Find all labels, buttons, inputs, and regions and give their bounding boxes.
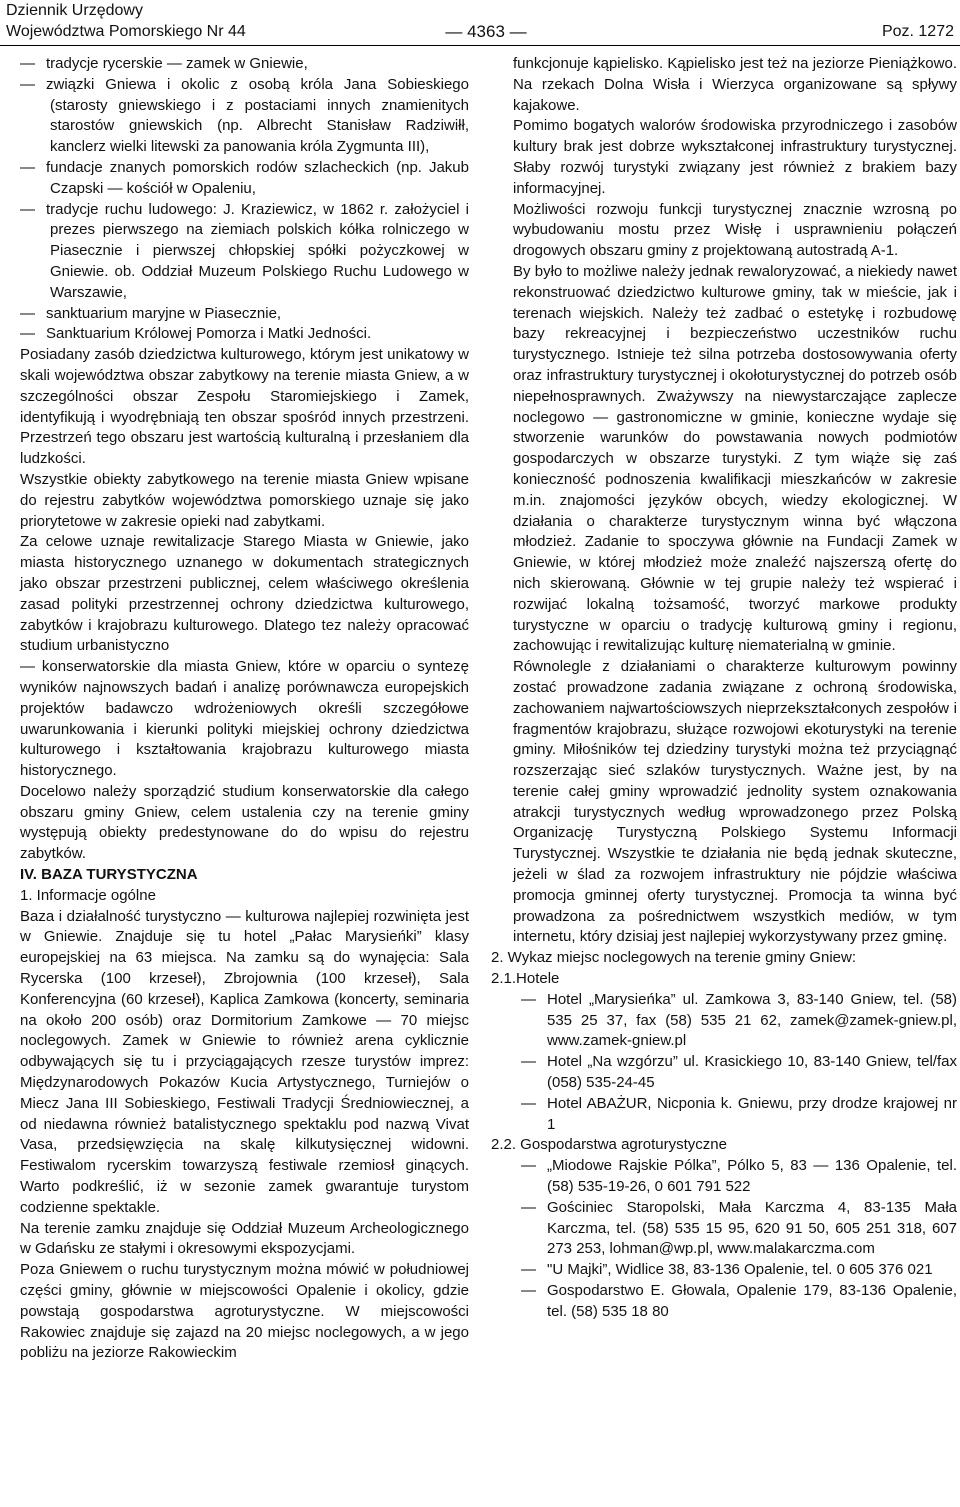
paragraph: Możliwości rozwoju funkcji turystycznej znacznie wzrosną po wybudowaniu mostu przez Wisłę i usprawnieniu połączeń drogowych obszaru gminy z projektowaną autostradą A-1.	[513, 200, 957, 260]
header-rule	[0, 45, 960, 46]
list-item: — sanktuarium maryjne w Piasecznie,	[20, 304, 282, 322]
list-item: — związki Gniewa i okolic z osobą króla Jana Sobieskiego (starosty gniewskiego i z postaciami innych znamienitych starostów gniewskich (np. Albrecht Stanisław Radziwiłł, kanclerz wielki litewski za panowania króla Zygmunta III),	[20, 75, 469, 156]
paragraph: Za celowe uznaje rewitalizacje Starego Miasta w Gniewie, jako miasta historycznego uznanego w dokumentach strategicznych jako obszar przestrzeni publicznej, celem właściwego określenia zasad polityki przestrzennej ochrony dziedzictwa kulturowego, zabytków i krajobrazu kulturowego. Dlatego tez należy opracować studium urbanistyczno	[20, 533, 469, 655]
list-item: — Gościniec Staropolski, Mała Karczma 4, 83-135 Mała Karczma, tel. (58) 535 15 95, 620 91 50, 605 251 318, 607 273 253, lohman@wp.pl, www.malakarczma.com	[521, 1198, 957, 1258]
paragraph: By było to możliwe należy jednak rewaloryzować, a niekiedy nawet rekonstruować dziedzictwo kulturowe gminy, tak w mieście, jak i terenach wiejskich. Należy też zadbać o estetykę i rozbudowę bazy rekreacyjnej i bezpieczeństwo uczestników ruchu turystycznego. Istnieje też silna potrzeba dostosowywania oferty oraz infrastruktury turystycznej i okołoturystycznej do potrzeb osób niepełnosprawnych. Zważywszy na niewystarczające zaplecze noclegowo — gastronomiczne w gminie, konieczne wydaje się stworzenie warunków do powstawania nowych podmiotów gospodarczych w obszarze turystyki. Z tym wiąże się zaś konieczność podnoszenia kwalifikacji mieszkańców w zakresie m.in. znajomości języków obcych, wiedzy ekologicznej. W działania o charakterze turystycznym winna być włączona młodzież. Zadanie to spoczywa głównie na Fundacji Zamek w Gniewie, w której młodzież może znaleźć najszerszą ofertę do nich skierowaną. Głównie w tej grupie należy też wspierać i rozwijać lokalną tożsamość, tworzyć markowe produkty turystyczne w oparciu o tradycję kulturową gminy i regionu, zachowując i rewitalizując kulturę niematerialną w gminie.	[513, 262, 957, 655]
list-item: — tradycje rycerskie — zamek w Gniewie,	[20, 55, 308, 72]
paragraph: Na terenie zamku znajduje się Oddział Muzeum Archeologicznego w Gdańsku ze stałymi i okresowymi ekspozycjami.	[20, 1219, 469, 1258]
paragraph: Poza Gniewem o ruchu turystycznym można mówić w południowej części gminy, głównie w miejscowości Opalenie i okolicy, gdzie powstają gospodarstwa agroturystyczne. W miejscowości Rakowiec znajduje się zajazd na 20 miejsc noclegowych, a w jego pobliżu na jeziorze Rakowieckim	[20, 1261, 469, 1362]
journal-issue: Województwa Pomorskiego Nr 44	[6, 23, 246, 40]
paragraph: Równolegle z działaniami o charakterze kulturowym powinny zostać prowadzone zadania związane z ochroną środowiska, zachowaniem najwartościowszych nieprzekształconych zespołów i fragmentów krajobrazu, służące rozwojowi ekoturystyki na terenie gminy. Miłośników tej dziedziny turystyki można też przyciągnąć rozszerzając sieć szlaków turystycznych. Ważne jest, by na terenie całej gminy wprowadzić jednolity system oznakowania atrakcji turystycznych według wprowadzonego przez Polską Organizację Turystyczną Polskiego Systemu Informacji Turystycznej. Wszystkie te działania nie będą jednak skuteczne, jeżeli w ślad za rozwojem infrastruktury nie pójdzie właściwa promocja gminnej oferty turystycznej. Promocja ta winna być prowadzona za pośrednictwem wszystkich mediów, w tym internetu, który dzisiaj jest najlepiej wykorzystywany przez gminę.	[513, 658, 957, 946]
subsection-heading: 1. Informacje ogólne	[20, 886, 156, 904]
paragraph: Pomimo bogatych walorów środowiska przyrodniczego i zasobów kultury brak jest dobrze wykształconej infrastruktury turystycznej. Słaby rozwój turystyki związany jest również z brakiem bazy informacyjnej.	[513, 117, 957, 197]
paragraph: Docelowo należy sporządzić studium konserwatorskie dla całego obszaru gminy Gniew, celem ustalenia czy na terenie gminy występują obiekty predestynowane do do wpisu do rejestru zabytków.	[20, 782, 469, 863]
page-header	[0, 0, 960, 48]
position-number: Poz. 1272	[881, 23, 954, 40]
list-item: — Hotel ABAŻUR, Nicponia k. Gniewu, przy drodze krajowej nr 1	[521, 1094, 957, 1133]
list-item: — fundacje znanych pomorskich rodów szlacheckich (np. Jakub Czapski — kościół w Opaleniu,	[20, 158, 469, 197]
left-column	[20, 54, 469, 1364]
paragraph: funkcjonuje kąpielisko. Kąpielisko jest też na jeziorze Pieniążkowo. Na rzekach Dolna Wisła i Wierzyca organizowane są spływy kajakowe.	[513, 55, 957, 114]
list-item: — "U Majki”, Widlice 38, 83-136 Opalenie, tel. 0 605 376 021	[521, 1261, 933, 1279]
list-item: — Gospodarstwo E. Głowala, Opalenie 179, 83-136 Opalenie, tel. (58) 535 18 80	[521, 1282, 957, 1320]
journal-title: Dziennik Urzędowy	[6, 2, 143, 19]
paragraph: Wszystkie obiekty zabytkowego na terenie miasta Gniew wpisane do rejestru zabytków województwa pomorskiego uznaje się jako priorytetowe w zakresie opieki nad zabytkami.	[20, 470, 469, 530]
page-number: — 4363 —	[445, 22, 527, 41]
subsection-heading: 2. Wykaz miejsc noclegowych na terenie gminy Gniew:	[491, 949, 857, 967]
list-item: — tradycje ruchu ludowego: J. Kraziewicz, w 1862 r. założyciel i prezes pierwszego na ziemiach polskich kółka rolniczego w Piasecznie i pierwszej chłopskiej spółki pożyczkowej w Gniewie. ob. Oddział Muzeum Polskiego Ruchu Ludowego w Warszawie,	[20, 200, 469, 301]
list-item: — „Miodowe Rajskie Pólka”, Pólko 5, 83 — 136 Opalenie, tel. (58) 535-19-26, 0 601 791 522	[521, 1157, 957, 1196]
section-heading: IV. BAZA TURYSTYCZNA	[20, 866, 198, 884]
subsection-heading: 2.2. Gospodarstwa agroturystyczne	[491, 1136, 727, 1154]
list-item: — Sanktuarium Królowej Pomorza i Matki Jedności.	[20, 325, 372, 343]
list-item: — konserwatorskie dla miasta Gniew, które w oparciu o syntezę wyników najnowszych badań i analizę porównawcza europejskich projektów badawczo wdrożeniowych określi szczegółowe uwarunkowania i kierunki polityki miejskiej ochrony dziedzictwa kulturowego i kształtowania krajobrazu kulturowego miasta historycznego.	[20, 658, 469, 780]
paragraph: Baza i działalność turystyczno — kulturowa najlepiej rozwinięta jest w Gniewie. Znajduje się tu hotel „Pałac Marysieńki” klasy europejskiej na 63 miejsca. Na zamku są do wynajęcia: Sala Rycerska (100 krzeseł), Zbrojownia (100 krzeseł), Sala Konferencyjna (60 krzeseł), Kaplica Zamkowa (koncerty, seminaria na około 200 osób) oraz Dormitorium Zamkowe — 70 miejsc noclegowych. Zamek w Gniewie to również arena cyklicznie odbywających się tu i przyciągających rzesze turystów imprez: Międzynarodowych Pokazów Kucia Artystycznego, Turniejów o Miecz Jana III Sobieskiego, Festiwali Tradycji Średniowiecznej, a od niedawna również batalistycznego spektaklu pod nazwą Vivat Vasa, przedsięwzięcia na skalę kilkutysięcznej widowni. Festiwalom rycerskim towarzyszą festiwale rzemiosł ginących. Warto podkreślić, iż w sezonie zamek gwarantuje turystom codzienne spektakle.	[20, 907, 469, 1216]
list-item: — Hotel „Na wzgórzu” ul. Krasickiego 10, 83-140 Gniew, tel/fax (058) 535-24-45	[521, 1053, 957, 1092]
list-item: — Hotel „Marysieńka” ul. Zamkowa 3, 83-140 Gniew, tel. (58) 535 25 37, fax (58) 535 21 62, zamek@zamek-gniew.pl, www.zamek-gniew.pl	[521, 990, 957, 1050]
subsection-heading: 2.1.Hotele	[491, 970, 560, 988]
paragraph: Posiadany zasób dziedzictwa kulturowego, którym jest unikatowy w skali województwa obszar zabytkowy na terenie miasta Gniew, a w szczególności obszar Zespołu Staromiejskiego i Zamek, identyfikują i wyodrębniają ten obszar spośród innych przestrzeni. Przestrzeń tego obszaru jest wartością kulturalną i przesłaniem dla ludzkości.	[20, 346, 469, 468]
right-column	[491, 54, 957, 1323]
